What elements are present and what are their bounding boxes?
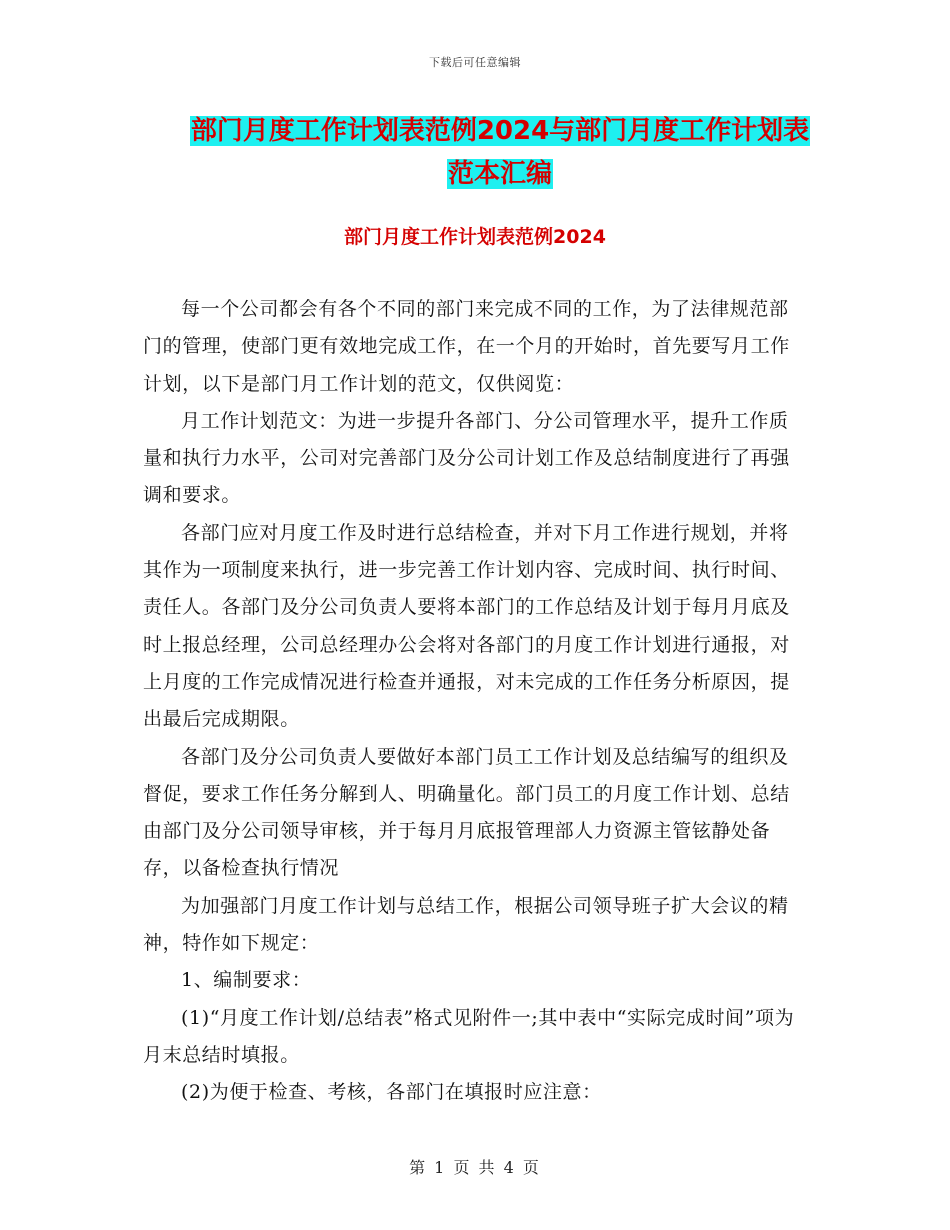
body-text bbox=[143, 291, 808, 1112]
paragraph: 为加强部门月度工作计划与总结工作，根据公司领导班子扩大会议的精神，特作如下规定： bbox=[143, 894, 789, 955]
paragraph: (1)“月度工作计划/总结表”格式见附件一;其中表中“实际完成时间”项为月末总结时填报。 bbox=[143, 1006, 795, 1066]
document-title bbox=[120, 110, 880, 196]
document-title-line-2: 范本汇编 bbox=[447, 159, 552, 189]
paragraph: 每一个公司都会有各个不同的部门来完成不同的工作，为了法律规范部门的管理，使部门更有效地完成工作，在一个月的开始时，首先要写月工作计划，以下是部门月工作计划的范文，仅供阅览： bbox=[143, 298, 790, 395]
paragraph: 各部门应对月度工作及时进行总结检查，并对下月工作进行规划，并将其作为一项制度来执行，进一步完善工作计划内容、完成时间、执行时间、责任人。各部门及分公司负责人要将本部门的工作总结及计划于每月月底及时上报总经理，公司总经理办公会将对各部门的月度工作计划进行通报，对上月度的工作完成情况进行检查并通报，对未完成的工作任务分析原因，提出最后完成期限。 bbox=[143, 521, 790, 731]
paragraph: 1、编制要求： bbox=[181, 969, 312, 992]
page-header: 下载后可任意编辑 bbox=[429, 56, 521, 69]
paragraph: (2)为便于检查、考核，各部门在填报时应注意： bbox=[181, 1081, 602, 1104]
section-title: 部门月度工作计划表范例2024 bbox=[344, 226, 606, 248]
paragraph: 月工作计划范文：为进一步提升各部门、分公司管理水平，提升工作质量和执行力水平，公司对完善部门及分公司计划工作及总结制度进行了再强调和要求。 bbox=[143, 409, 790, 507]
paragraph: 各部门及分公司负责人要做好本部门员工工作计划及总结编写的组织及督促，要求工作任务分解到人、明确量化。部门员工的月度工作计划、总结由部门及分公司领导审核，并于每月月底报管理部人力资源主管铉静处备存，以备检查执行情况 bbox=[143, 745, 790, 880]
document-title-line-1: 部门月度工作计划表范例2024与部门月度工作计划表 bbox=[190, 116, 810, 146]
page-footer: 第 1 页 共 4 页 bbox=[409, 1158, 541, 1177]
